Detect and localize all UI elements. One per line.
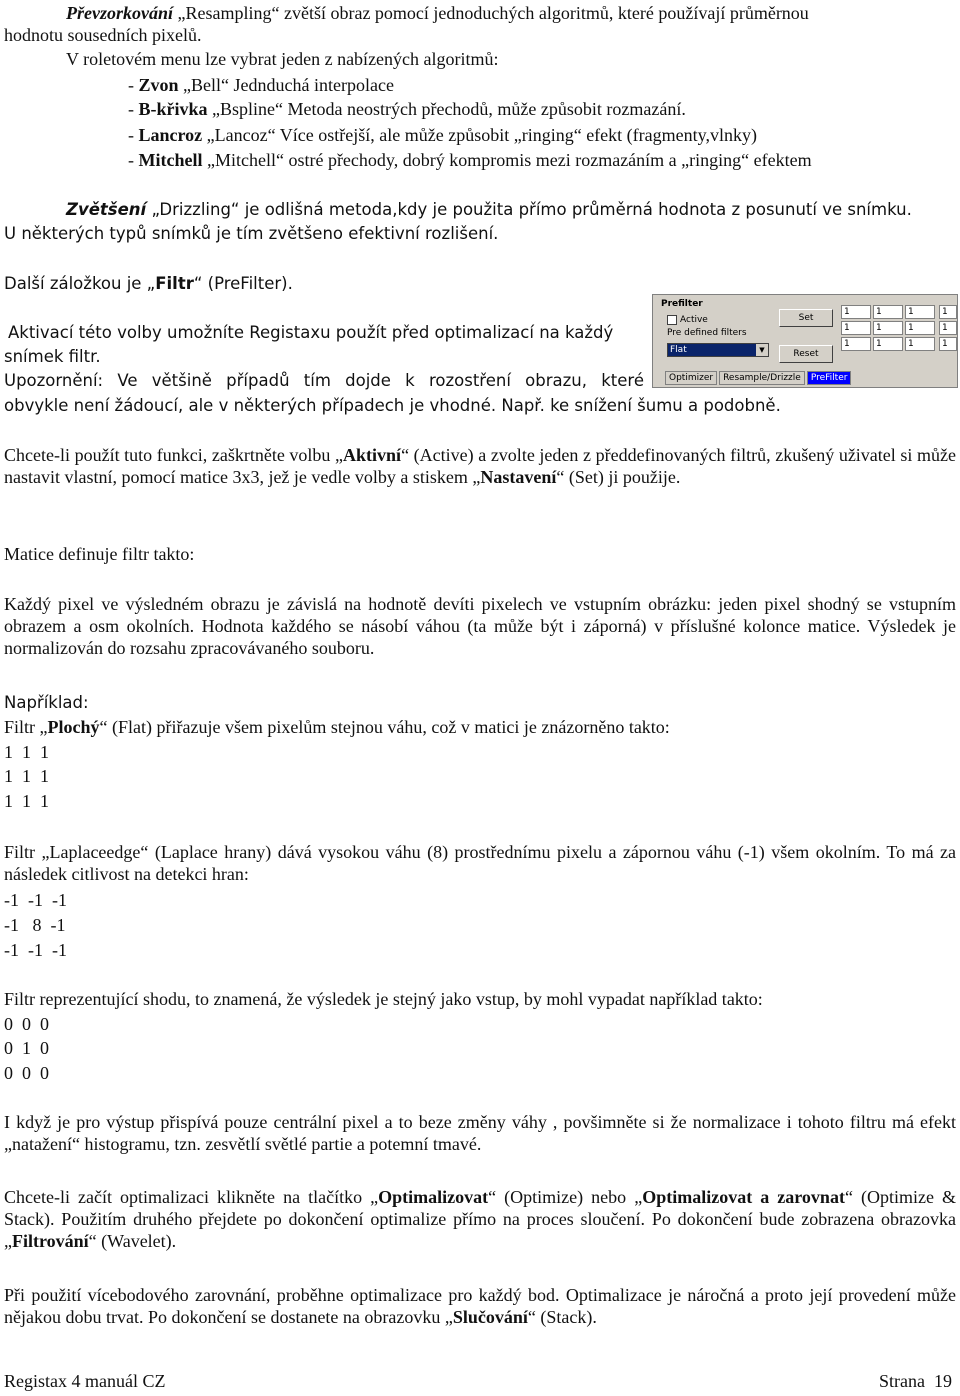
resampling-description: „Resampling“ zvětší obraz pomocí jednoduchých algoritmů, které používají průměrnou <box>173 3 809 23</box>
set-button[interactable]: Set <box>779 309 833 327</box>
tab-strip <box>665 371 851 385</box>
menu-intro: V roletovém menu lze vybrat jeden z nabízených algoritmů: <box>66 49 499 69</box>
matrix-row: -1 -1 -1 <box>4 890 67 910</box>
example-intro: Například: <box>4 693 89 712</box>
matrix-cell[interactable]: 1 <box>905 337 935 351</box>
matrix-row: 0 0 0 <box>4 1063 49 1083</box>
filter-tab-intro: Další záložkou je „Filtr“ (PreFilter). <box>4 274 293 293</box>
active-checkbox[interactable]: Active <box>667 315 708 325</box>
matrix-row: 1 1 1 <box>4 791 49 811</box>
matrix-row: -1 -1 -1 <box>4 940 67 960</box>
matrix-cell[interactable]: 1 <box>873 305 903 319</box>
matrix-cell[interactable]: 1 <box>905 321 935 335</box>
matrix-cell[interactable]: 1 <box>841 337 871 351</box>
predefined-filters-label: Pre defined filters <box>667 328 747 338</box>
prefilter-group-title: Prefilter <box>661 299 703 309</box>
matrix-cell[interactable]: 1 <box>841 305 871 319</box>
checkbox-icon <box>667 315 677 325</box>
matrix-row: 1 1 1 <box>4 742 49 762</box>
resampling-line-2: hodnotu sousedních pixelů. <box>4 25 202 45</box>
matrix-row: 0 1 0 <box>4 1038 49 1058</box>
matrix-cell[interactable]: 1 <box>873 337 903 351</box>
matrix-cell[interactable]: 1 <box>939 305 957 319</box>
drizzling-term: Zvětšení <box>66 200 147 219</box>
flat-filter-line: Filtr „Plochý“ (Flat) přiřazuje všem pixelům stejnou váhu, což v matici je znázorněno takto: <box>4 717 670 737</box>
chevron-down-icon: ▼ <box>756 344 768 356</box>
matrix-cell[interactable]: 1 <box>939 321 957 335</box>
matrix-row: -1 8 -1 <box>4 915 66 935</box>
footer-page-number: Strana 19 <box>879 1371 952 1391</box>
paragraph-optimize: Chcete-li začít optimalizaci klikněte na tlačítko „Optimalizovat“ (Optimize) nebo „Optimalizovat a zarovnat“ (Optimize & Stack). Použitím druhého přejdete po dokončení optimalize přímo na proces sloučení. Po dokončení bude zobrazena obrazovka „Filtrování“ (Wavelet). <box>4 1187 956 1251</box>
matrix-left <box>841 305 935 351</box>
matrix-cell[interactable]: 1 <box>841 321 871 335</box>
matrix-row: 1 1 1 <box>4 766 49 786</box>
tab-prefilter[interactable]: PreFilter <box>807 371 852 385</box>
activation-line-1: Aktivací této volby umožníte Registaxu použít před optimalizací na každý <box>8 323 614 342</box>
resampling-term: Převzorkování <box>66 3 173 23</box>
identity-filter-line: Filtr reprezentující shodu, to znamená, že výsledek je stejný jako vstup, by mohl vypadat například takto: <box>4 989 763 1009</box>
tab-optimizer[interactable]: Optimizer <box>665 371 717 385</box>
matrix-cell[interactable]: 1 <box>873 321 903 335</box>
drizzling-line-2: U některých typů snímků je tím zvětšeno efektivní rozlišení. <box>4 224 499 243</box>
matrix-definition: Matice definuje filtr takto: <box>4 544 195 564</box>
matrix-cell[interactable]: 1 <box>939 337 957 351</box>
paragraph-pixel-weights: Každý pixel ve výsledném obrazu je závislá na hodnotě devíti pixelech ve vstupním obrázku: jeden pixel shodný se vstupním obrazem a osm okolních. Hodnota každého se násobí váhou (ta může být i záporná) v příslušné kolonce matice. Výsledek je normalizován do rozsahu zpracovávaného souboru. <box>4 594 956 658</box>
algorithm-item: - Mitchell „Mitchell“ ostré přechody, dobrý kompromis mezi rozmazáním a „ringing“ efektem <box>128 150 812 170</box>
warning-line: Upozornění: Ve většině případů tím dojde k rozostření obrazu, které <box>4 371 644 390</box>
paragraph-activation-usage: Chcete-li použít tuto funkci, zaškrtněte volbu „Aktivní“ (Active) a zvolte jeden z předdefinovaných filtrů, zkušený uživatel si může nastavit vlastní, pomocí matice 3x3, jež je vedle volby a stiskem „Nastavení“ (Set) ji použije. <box>4 445 956 487</box>
warning-line-2: obvykle není žádoucí, ale v některých případech je vhodné. Např. ke snížení šumu a podobně. <box>4 396 781 415</box>
paragraph-multipoint: Při použití vícebodového zarovnání, proběhne optimalizace pro každý bod. Optimalizace je náročná a proto její provedení může nějakou dobu trvat. Po dokončení se dostanete na obrazovku „Slučování“ (Stack). <box>4 1285 956 1327</box>
prefilter-screenshot <box>652 294 958 388</box>
footer-title: Registax 4 manuál CZ <box>4 1371 166 1391</box>
paragraph-laplace: Filtr „Laplaceedge“ (Laplace hrany) dává vysokou váhu (8) prostřednímu pixelu a zápornou váhu (-1) všem okolním. To má za následek citlivost na detekci hran: <box>4 842 956 884</box>
matrix-cell[interactable]: 1 <box>905 305 935 319</box>
matrix-right <box>939 305 957 351</box>
resampling-line <box>66 2 809 24</box>
algorithm-item: - Zvon „Bell“ Jednduchá interpolace <box>128 75 394 95</box>
matrix-row: 0 0 0 <box>4 1014 49 1034</box>
activation-line-2: snímek filtr. <box>4 347 101 366</box>
tab-resample-drizzle[interactable]: Resample/Drizzle <box>719 371 805 385</box>
reset-button[interactable]: Reset <box>779 345 833 363</box>
algorithm-item: - Lancroz „Lancoz“ Více ostřejší, ale může způsobit „ringing“ efekt (fragmenty,vlnky) <box>128 125 757 145</box>
algorithm-item: - B-křivka „Bspline“ Metoda neostrých přechodů, může způsobit rozmazání. <box>128 99 686 119</box>
paragraph-normalization: I když je pro výstup přispívá pouze centrální pixel a to beze změny váhy , povšimněte si že normalizace i tohoto filtru má efekt „natažení“ histogramu, tzn. zesvětlí světlé partie a potemní tmavé. <box>4 1112 956 1154</box>
drizzling-line: Zvětšení „Drizzling“ je odlišná metoda,kdy je použita přímo průměrná hodnota z posunutí ve snímku. <box>66 200 912 219</box>
filter-select[interactable]: Flat ▼ <box>667 343 769 357</box>
